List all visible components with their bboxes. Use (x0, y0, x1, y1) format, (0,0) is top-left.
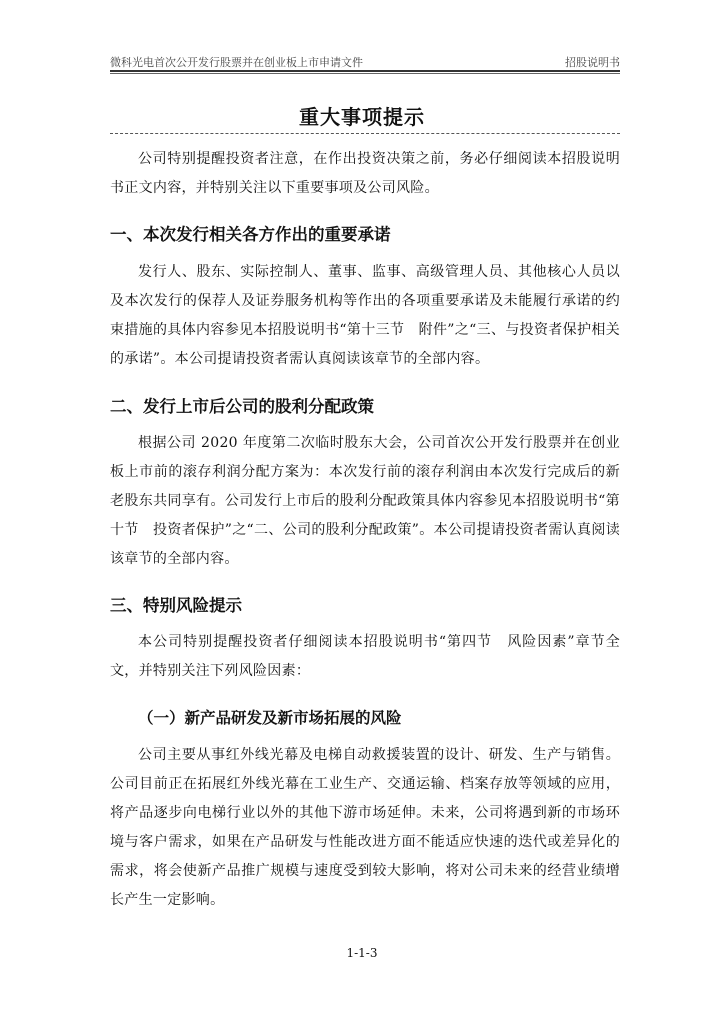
section-risk-paragraph: 本公司特别提醒投资者仔细阅读本招股说明书“第四节 风险因素”章节全文，并特别关注下列风险因素： (110, 634, 620, 679)
header-rule-secondary (110, 73, 620, 74)
subsection-new-product-risk-paragraph: 公司主要从事红外线光幕及电梯自动救援装置的设计、研发、生产与销售。公司目前正在拓展红外线光幕在工业生产、交通运输、档案存放等领域的应用，将产品逐步向电梯行业以外的其他下游市场延伸。未来，公司将遇到新的市场环境与客户需求，如果在产品研发与性能改进方面不能适应快速的迭代或差异化的需求，将会使新产品推广规模与速度受到较大影响，将对公司未来的经营业绩增长产生一定影响。 (110, 747, 620, 908)
header-document-name: 微科光电首次公开发行股票并在创业板上市申请文件 (110, 56, 363, 69)
intro-block (110, 145, 620, 203)
page-number: 1-1-3 (346, 946, 378, 960)
header-document-type: 招股说明书 (565, 56, 620, 69)
section-commitments-paragraph: 发行人、股东、实际控制人、董事、监事、高级管理人员、其他核心人员以及本次发行的保荐人及证券服务机构等作出的各项重要承诺及未能履行承诺的约束措施的具体内容参见本招股说明书“第十三节 附件”之“三、与投资者保护相关的承诺”。本公司提请投资者需认真阅读该章节的全部内容。 (110, 264, 620, 367)
section-risk (110, 628, 620, 686)
subsection-heading-new-product-risk: （一）新产品研发及新市场拓展的风险 (138, 709, 402, 727)
subsection-new-product-risk (110, 741, 620, 915)
section-commitments (110, 258, 620, 374)
intro-paragraph: 公司特别提醒投资者注意，在作出投资决策之前，务必仔细阅读本招股说明书正文内容，并特别关注以下重要事项及公司风险。 (110, 151, 620, 196)
section-heading-commitments: 一、本次发行相关各方作出的重要承诺 (110, 225, 391, 244)
section-heading-dividend: 二、发行上市后公司的股利分配政策 (110, 397, 374, 416)
page-title: 重大事项提示 (299, 105, 425, 129)
header-rule (110, 70, 620, 72)
section-dividend-paragraph: 根据公司 2020 年度第二次临时股东大会，公司首次公开发行股票并在创业板上市前的滚存利润分配方案为：本次发行前的滚存利润由本次发行完成后的新老股东共同享有。公司发行上市后的股利分配政策具体内容参见本招股说明书“第十节 投资者保护”之“二、公司的股利分配政策”。本公司提请投资者需认真阅读该章节的全部内容。 (110, 435, 620, 567)
section-heading-risk: 三、特别风险提示 (110, 596, 242, 615)
page-header (110, 50, 620, 70)
title-divider (110, 133, 620, 134)
section-dividend (110, 429, 620, 574)
